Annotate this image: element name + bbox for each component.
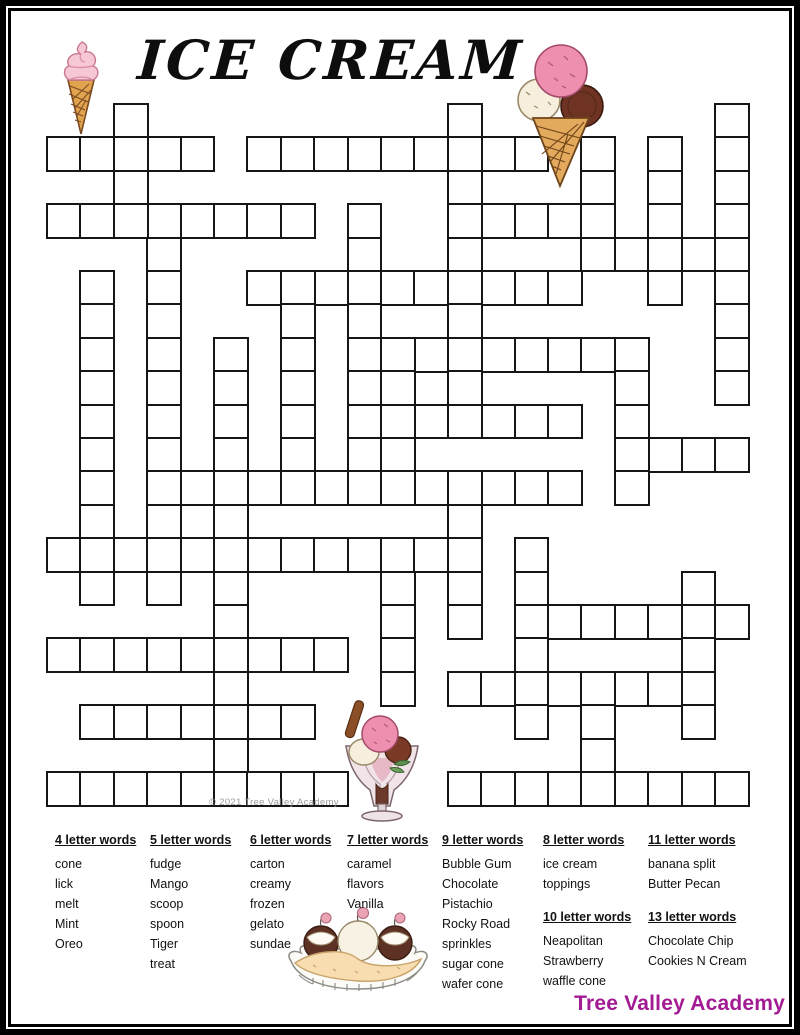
grid-cell <box>313 537 349 573</box>
grid-cell <box>547 404 583 440</box>
grid-cell <box>447 504 483 540</box>
grid-cell <box>681 604 717 640</box>
grid-cell <box>280 537 316 573</box>
grid-cell <box>213 637 249 673</box>
grid-cell <box>313 637 349 673</box>
word-list-item: frozen <box>250 897 285 911</box>
word-list-header: 6 letter words <box>250 833 332 847</box>
grid-cell <box>447 337 483 373</box>
grid-cell <box>180 637 216 673</box>
grid-cell <box>547 604 583 640</box>
grid-cell <box>514 637 550 673</box>
grid-cell <box>380 404 416 440</box>
grid-cell <box>647 671 683 707</box>
grid-cell <box>480 270 516 306</box>
word-list-header: 8 letter words <box>543 833 625 847</box>
grid-cell <box>213 504 249 540</box>
grid-cell <box>580 604 616 640</box>
word-list-item: fudge <box>150 857 182 871</box>
grid-cell <box>46 136 82 172</box>
grid-cell <box>347 237 383 273</box>
grid-cell <box>113 103 149 139</box>
word-list-header: 7 letter words <box>347 833 429 847</box>
grid-cell <box>580 738 616 774</box>
brand-text: Tree Valley Academy <box>574 992 785 1015</box>
grid-cell <box>480 203 516 239</box>
grid-cell <box>714 337 750 373</box>
soft-serve-cone-icon <box>55 40 107 138</box>
word-list-item: wafer cone <box>442 977 504 991</box>
grid-cell <box>79 437 115 473</box>
grid-cell <box>447 170 483 206</box>
word-list-column <box>150 833 231 974</box>
word-list-item: creamy <box>250 877 291 891</box>
word-list-header: 10 letter words <box>543 910 632 924</box>
grid-cell <box>213 404 249 440</box>
grid-cell <box>380 337 416 373</box>
grid-cell <box>480 337 516 373</box>
grid-cell <box>280 303 316 339</box>
word-list-item: sundae <box>250 937 292 951</box>
grid-cell <box>580 704 616 740</box>
grid-cell <box>380 604 416 640</box>
grid-cell <box>647 604 683 640</box>
grid-cell <box>514 704 550 740</box>
grid-cell <box>380 370 416 406</box>
grid-cell <box>46 771 82 807</box>
copyright-text: © 2021 Tree Valley Academy <box>209 797 339 808</box>
grid-cell <box>447 771 483 807</box>
grid-cell <box>580 203 616 239</box>
word-list-item: treat <box>150 957 176 971</box>
grid-cell <box>547 337 583 373</box>
grid-cell <box>580 337 616 373</box>
grid-cell <box>647 270 683 306</box>
grid-cell <box>447 571 483 607</box>
grid-cell <box>547 771 583 807</box>
word-list-item: melt <box>55 897 79 911</box>
word-list-item: ice cream <box>543 857 598 871</box>
grid-cell <box>246 637 282 673</box>
grid-cell <box>714 270 750 306</box>
grid-cell <box>213 537 249 573</box>
grid-cell <box>280 203 316 239</box>
grid-cell <box>347 470 383 506</box>
word-list-item: scoop <box>150 897 184 911</box>
grid-cell <box>681 637 717 673</box>
grid-cell <box>447 370 483 406</box>
grid-cell <box>413 470 449 506</box>
grid-cell <box>647 170 683 206</box>
grid-cell <box>313 136 349 172</box>
grid-cell <box>647 203 683 239</box>
word-list-item: toppings <box>543 877 591 891</box>
grid-cell <box>180 537 216 573</box>
grid-cell <box>514 470 550 506</box>
grid-cell <box>514 337 550 373</box>
grid-cell <box>146 571 182 607</box>
grid-cell <box>447 303 483 339</box>
grid-cell <box>46 537 82 573</box>
grid-cell <box>514 671 550 707</box>
grid-cell <box>79 470 115 506</box>
word-list-item: gelato <box>250 917 285 931</box>
grid-cell <box>714 604 750 640</box>
grid-cell <box>146 637 182 673</box>
grid-cell <box>614 437 650 473</box>
grid-cell <box>714 136 750 172</box>
grid-cell <box>614 404 650 440</box>
grid-cell <box>213 370 249 406</box>
grid-cell <box>380 571 416 607</box>
word-list-item: Neapolitan <box>543 934 603 948</box>
word-list-item: sugar cone <box>442 957 504 971</box>
grid-cell <box>413 270 449 306</box>
grid-cell <box>146 437 182 473</box>
grid-cell <box>480 771 516 807</box>
word-list-item: Rocky Road <box>442 917 511 931</box>
grid-cell <box>246 136 282 172</box>
grid-cell <box>547 470 583 506</box>
grid-cell <box>46 203 82 239</box>
grid-cell <box>647 237 683 273</box>
grid-cell <box>614 771 650 807</box>
grid-cell <box>413 337 449 373</box>
grid-cell <box>113 203 149 239</box>
grid-cell <box>714 303 750 339</box>
word-list-item: carton <box>250 857 285 871</box>
grid-cell <box>180 470 216 506</box>
grid-cell <box>146 537 182 573</box>
grid-cell <box>213 671 249 707</box>
grid-cell <box>614 604 650 640</box>
grid-cell <box>480 136 516 172</box>
word-list-header: 4 letter words <box>55 833 137 847</box>
grid-cell <box>79 136 115 172</box>
word-list-item: Mint <box>55 917 79 931</box>
grid-cell <box>146 704 182 740</box>
grid-cell <box>447 136 483 172</box>
word-list-column <box>648 833 747 971</box>
grid-cell <box>146 404 182 440</box>
word-list-item: Vanilla <box>347 897 384 911</box>
grid-cell <box>380 437 416 473</box>
grid-cell <box>614 337 650 373</box>
grid-cell <box>714 203 750 239</box>
grid-cell <box>514 203 550 239</box>
grid-cell <box>514 571 550 607</box>
grid-cell <box>480 470 516 506</box>
grid-cell <box>146 303 182 339</box>
grid-cell <box>246 537 282 573</box>
word-list-item: banana split <box>648 857 716 871</box>
grid-cell <box>79 637 115 673</box>
word-list-column <box>55 833 136 954</box>
grid-cell <box>447 103 483 139</box>
grid-cell <box>79 404 115 440</box>
grid-cell <box>480 404 516 440</box>
grid-cell <box>447 237 483 273</box>
grid-cell <box>280 270 316 306</box>
word-list-item: Oreo <box>55 937 83 951</box>
grid-cell <box>514 537 550 573</box>
grid-cell <box>447 470 483 506</box>
grid-cell <box>280 337 316 373</box>
sundae-glass-icon <box>336 694 428 822</box>
word-list-item: caramel <box>347 857 392 871</box>
grid-cell <box>146 237 182 273</box>
grid-cell <box>681 704 717 740</box>
word-list-column <box>250 833 331 954</box>
grid-cell <box>113 637 149 673</box>
grid-cell <box>580 671 616 707</box>
word-list-column <box>543 833 631 991</box>
grid-cell <box>347 203 383 239</box>
grid-cell <box>447 270 483 306</box>
word-list-item: waffle cone <box>543 974 607 988</box>
grid-cell <box>347 337 383 373</box>
grid-cell <box>246 203 282 239</box>
word-list-item: lick <box>55 877 74 891</box>
grid-cell <box>347 404 383 440</box>
word-list-item: Cookies N Cream <box>648 954 747 968</box>
word-list-item: sprinkles <box>442 937 492 951</box>
grid-cell <box>347 303 383 339</box>
grid-cell <box>347 537 383 573</box>
grid-cell <box>681 571 717 607</box>
word-list-item: Chocolate <box>442 877 499 891</box>
grid-cell <box>146 504 182 540</box>
grid-cell <box>213 203 249 239</box>
word-list-item: Bubble Gum <box>442 857 512 871</box>
grid-cell <box>213 738 249 774</box>
word-list-item: Butter Pecan <box>648 877 721 891</box>
grid-cell <box>714 771 750 807</box>
grid-cell <box>447 203 483 239</box>
grid-cell <box>413 404 449 440</box>
grid-cell <box>681 671 717 707</box>
grid-cell <box>681 437 717 473</box>
grid-cell <box>213 571 249 607</box>
grid-cell <box>280 404 316 440</box>
puzzle-title: ICE CREAM <box>135 28 527 92</box>
grid-cell <box>681 237 717 273</box>
grid-cell <box>79 337 115 373</box>
grid-cell <box>180 136 216 172</box>
grid-cell <box>380 637 416 673</box>
grid-cell <box>313 470 349 506</box>
grid-cell <box>180 704 216 740</box>
word-list-header: 13 letter words <box>648 910 737 924</box>
grid-cell <box>113 771 149 807</box>
grid-cell <box>280 437 316 473</box>
grid-cell <box>714 103 750 139</box>
grid-cell <box>347 136 383 172</box>
grid-cell <box>413 136 449 172</box>
grid-cell <box>146 771 182 807</box>
grid-cell <box>113 537 149 573</box>
grid-cell <box>614 237 650 273</box>
grid-cell <box>79 270 115 306</box>
grid-cell <box>313 270 349 306</box>
triple-scoop-cone-icon <box>512 34 606 192</box>
word-list-item: spoon <box>150 917 185 931</box>
grid-cell <box>647 136 683 172</box>
grid-cell <box>213 470 249 506</box>
grid-cell <box>447 671 483 707</box>
grid-cell <box>514 270 550 306</box>
grid-cell <box>714 437 750 473</box>
grid-cell <box>146 470 182 506</box>
grid-cell <box>146 270 182 306</box>
word-list-item: Strawberry <box>543 954 604 968</box>
grid-cell <box>380 136 416 172</box>
grid-cell <box>146 136 182 172</box>
grid-cell <box>113 704 149 740</box>
word-list-item: Chocolate Chip <box>648 934 734 948</box>
grid-cell <box>79 771 115 807</box>
grid-cell <box>246 704 282 740</box>
grid-cell <box>146 203 182 239</box>
grid-cell <box>413 537 449 573</box>
grid-cell <box>580 771 616 807</box>
word-list-column <box>347 833 428 914</box>
grid-cell <box>514 404 550 440</box>
word-list-item: Pistachio <box>442 897 493 911</box>
grid-cell <box>514 771 550 807</box>
grid-cell <box>213 437 249 473</box>
grid-cell <box>614 671 650 707</box>
word-list-item: Mango <box>150 877 189 891</box>
grid-cell <box>514 604 550 640</box>
grid-cell <box>213 704 249 740</box>
grid-cell <box>280 704 316 740</box>
grid-cell <box>614 470 650 506</box>
grid-cell <box>547 203 583 239</box>
grid-cell <box>79 504 115 540</box>
grid-cell <box>280 370 316 406</box>
grid-cell <box>347 370 383 406</box>
grid-cell <box>146 370 182 406</box>
grid-cell <box>146 337 182 373</box>
grid-cell <box>46 637 82 673</box>
grid-cell <box>246 270 282 306</box>
grid-cell <box>213 604 249 640</box>
grid-cell <box>213 337 249 373</box>
grid-cell <box>79 370 115 406</box>
grid-cell <box>347 270 383 306</box>
grid-cell <box>380 537 416 573</box>
grid-cell <box>246 470 282 506</box>
grid-cell <box>113 136 149 172</box>
grid-cell <box>347 437 383 473</box>
grid-cell <box>79 203 115 239</box>
grid-cell <box>714 237 750 273</box>
word-list-header: 5 letter words <box>150 833 232 847</box>
grid-cell <box>480 671 516 707</box>
grid-cell <box>647 771 683 807</box>
grid-cell <box>280 470 316 506</box>
grid-cell <box>681 771 717 807</box>
grid-cell <box>547 671 583 707</box>
grid-cell <box>79 704 115 740</box>
grid-cell <box>547 270 583 306</box>
grid-cell <box>380 470 416 506</box>
grid-cell <box>580 237 616 273</box>
grid-cell <box>714 170 750 206</box>
grid-cell <box>714 370 750 406</box>
word-list-item: cone <box>55 857 83 871</box>
word-list-item: Tiger <box>150 937 179 951</box>
word-list-header: 9 letter words <box>442 833 524 847</box>
grid-cell <box>447 537 483 573</box>
grid-cell <box>647 437 683 473</box>
grid-cell <box>79 537 115 573</box>
word-list-item: flavors <box>347 877 384 891</box>
word-list-header: 11 letter words <box>648 833 736 847</box>
grid-cell <box>280 136 316 172</box>
grid-cell <box>447 604 483 640</box>
grid-cell <box>180 203 216 239</box>
grid-cell <box>614 370 650 406</box>
grid-cell <box>79 303 115 339</box>
grid-cell <box>447 404 483 440</box>
grid-cell <box>113 170 149 206</box>
grid-cell <box>79 571 115 607</box>
word-list-column <box>442 833 523 994</box>
grid-cell <box>280 637 316 673</box>
grid-cell <box>380 270 416 306</box>
